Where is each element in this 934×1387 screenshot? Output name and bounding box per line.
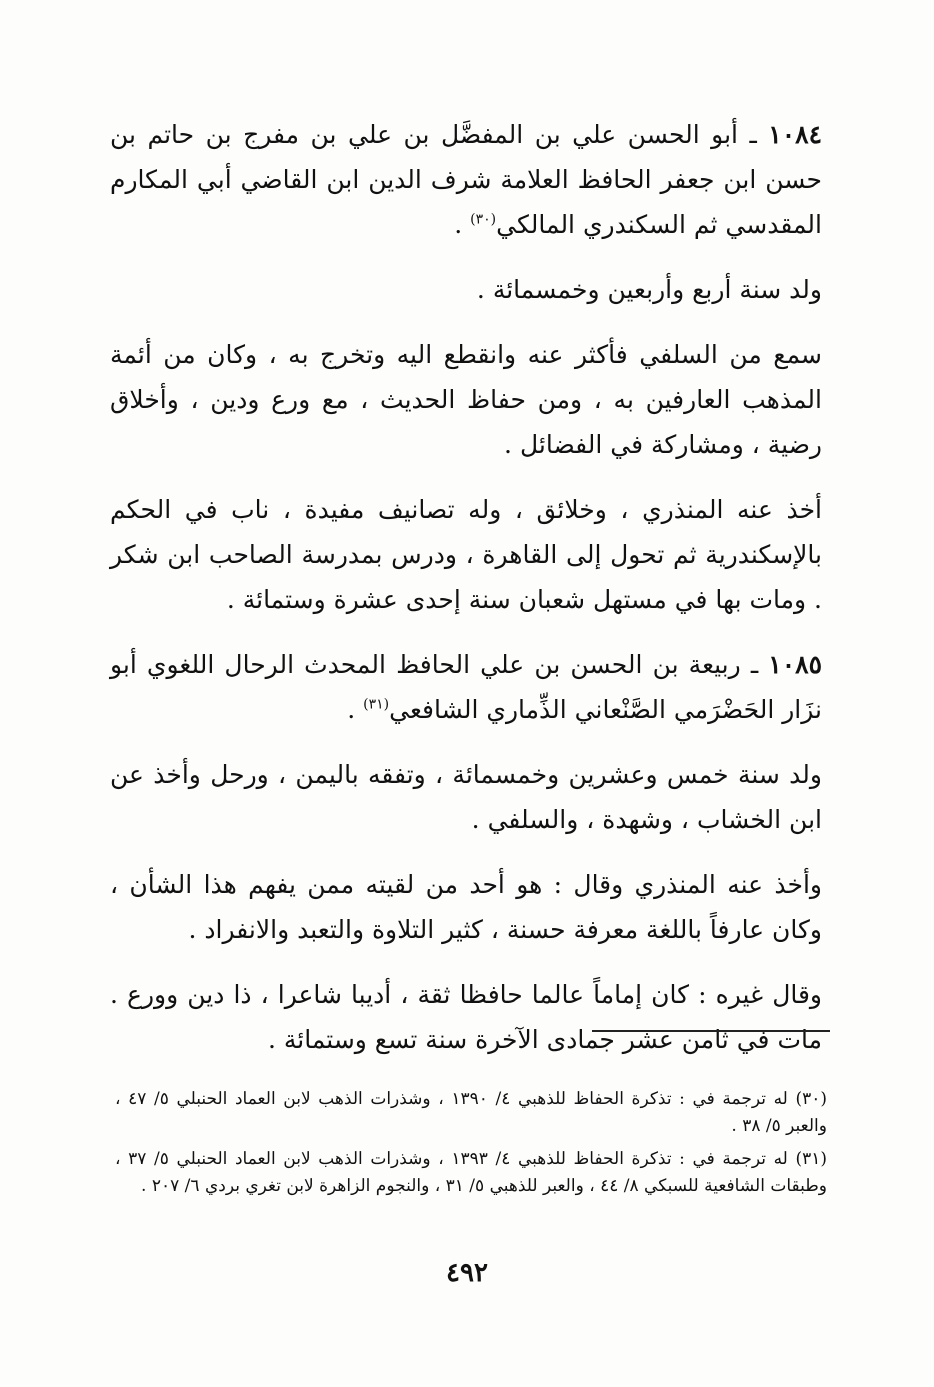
footnote-divider [592,1030,830,1032]
entry-end: . [454,210,471,239]
footnote-reference[interactable]: (٣١) [363,696,390,713]
paragraph-quote: وأخذ عنه المنذري وقال : هو أحد من لقيته ممن يفهم هذا الشأن ، وكان عارفاً باللغة معرفة حسنة ، كثير التلاوة والتعبد والانفراد . [110,870,822,944]
entry-end: . [347,695,364,724]
paragraph-study: سمع من السلفي فأكثر عنه وانقطع اليه وتخرج به ، وكان من أئمة المذهب العارفين به ، ومن حفاظ الحديث ، مع ورع ودين ، وأخلاق رضية ، ومشاركة في الفضائل . [110,340,822,459]
entry-1084-heading [110,112,822,247]
entry-text: ـ أبو الحسن علي بن المفضَّل بن علي بن مفرج بن حاتم بن حسن ابن جعفر الحافظ العلامة شرف الدين ابن القاضي أبي المكارم المقدسي ثم السكندري المالكي [110,120,822,239]
entry-text: ـ ربيعة بن الحسن بن علي الحافظ المحدث الرحال اللغوي أبو نزَار الحَضْرَمي الصَّنْعاني الذِّماري الشافعي [110,650,822,724]
paragraph-death: وقال غيره : كان إماماً عالما حافظا ثقة ، أديبا شاعرا ، ذا دين وورع . مات في ثامن عشر جمادى الآخرة سنة تسع وستمائة . [110,980,822,1054]
footnote-reference[interactable]: (٣٠) [470,211,497,228]
footnote-30: (٣٠) له ترجمة في : تذكرة الحفاظ للذهبي ٤/ ١٣٩٠ ، وشذرات الذهب لابن العماد الحنبلي ٥/ ٤٧ ، والعبر ٥/ ٣٨ . [115,1089,828,1136]
paragraph-birth: ولد سنة خمس وعشرين وخمسمائة ، وتفقه باليمن ، ورحل وأخذ عن ابن الخشاب ، وشهدة ، والسلفي . [110,760,822,834]
page-number: ٤٩٢ [446,1258,488,1288]
entry-number: ١٠٨٥ [768,650,822,679]
paragraph-birth: ولد سنة أربع وأربعين وخمسمائة . [476,275,822,304]
entry-number: ١٠٨٤ [768,120,822,149]
footnote-31: (٣١) له ترجمة في : تذكرة الحفاظ للذهبي ٤/ ١٣٩٣ ، وشذرات الذهب لابن العماد الحنبلي ٥/ ٣٧ ، وطبقات الشافعية للسبكي ٨/ ٤٤ ، والعبر للذهبي ٥/ ٣١ ، والنجوم الزاهرة لابن تغري بردي ٦/ ٢٠٧ . [115,1149,828,1196]
footnotes [115,1086,827,1206]
paragraph-death: أخذ عنه المنذري ، وخلائق ، وله تصانيف مفيدة ، ناب في الحكم بالإسكندرية ثم تحول إلى القاهرة ، ودرس بمدرسة الصاحب ابن شكر . ومات بها في مستهل شعبان سنة إحدى عشرة وستمائة . [110,495,822,614]
main-text [110,112,822,1082]
entry-1085-heading [110,642,822,732]
